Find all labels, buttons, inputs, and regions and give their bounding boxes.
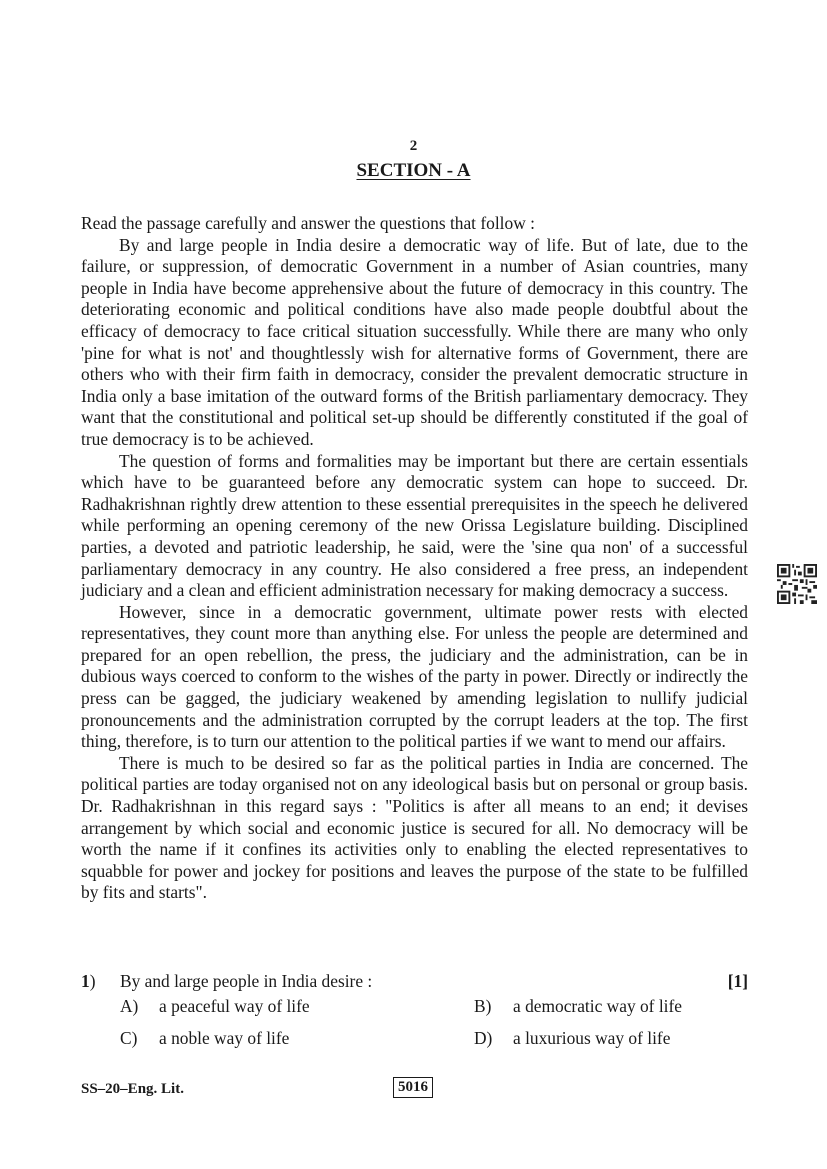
option-d <box>474 1028 670 1049</box>
passage-paragraph-4: There is much to be desired so far as the political parties in India are concerned. The political parties are today organised not on any ideological basis but on personal or group basis. Dr. Radhakrishnan in this regard says : "Politics is after all means to an end; it devises arrangement by which social and economic justice is secured for all. No democracy will be worth the name if it confines its activities only to enabling the elected representatives to squabble for power and jockey for positions and leaves the purpose of the state to be fulfilled by fits and starts". <box>81 752 748 903</box>
question-text: By and large people in India desire : <box>120 971 373 991</box>
passage-paragraph-2: The question of forms and formalities may be important but there are certain essentials which have to be guaranteed before any democratic system can hope to succeed. Dr. Radhakrishnan rightly drew attention to these essential prerequisites in the speech he delivered while performing an opening ceremony of the new Orissa Legislature building. Disciplined parties, a devoted and patriotic leadership, he said, were the 'sine qua non' of a successful parliamentary democracy in any country. He also considered a free press, an independent judiciary and a clean and efficient administration necessary for making democracy a success. <box>81 450 748 601</box>
option-text: a luxurious way of life <box>513 1028 671 1048</box>
option-b <box>474 996 682 1017</box>
option-letter: B) <box>474 996 492 1016</box>
booklet-code-box: 5016 <box>393 1077 433 1098</box>
option-text: a democratic way of life <box>513 996 682 1016</box>
qr-code-icon <box>777 564 817 604</box>
section-title <box>0 160 827 182</box>
option-letter: A) <box>120 996 139 1016</box>
question-marks: [1] <box>727 971 748 991</box>
section-title-text: SECTION - A <box>356 160 471 181</box>
passage <box>81 213 748 904</box>
option-a <box>120 996 310 1017</box>
question-number: 1) <box>81 971 96 991</box>
option-text: a noble way of life <box>159 1028 290 1048</box>
option-text: a peaceful way of life <box>159 996 310 1016</box>
page-number: 2 <box>409 138 418 154</box>
option-letter: D) <box>474 1028 493 1048</box>
passage-paragraph-3: However, since in a democratic government, ultimate power rests with elected representatives, they count more than anything else. For unless the people are determined and prepared for an open rebellion, the press, the judiciary and the administration, can be in dubious ways coerced to conform to the wishes of the party in power. Directly or indirectly the press can be gagged, the judiciary weakened by amending legislation to nullify judicial pronouncements and the administration corrupted by the corrupt leaders at the top. The first thing, therefore, is to turn our attention to the political parties if we want to mend our affairs. <box>81 601 748 752</box>
paper-code: SS–20–Eng. Lit. <box>81 1081 184 1097</box>
passage-paragraph-1: By and large people in India desire a democratic way of life. But of late, due to the failure, or suppression, of democratic Government in a number of Asian countries, many people in India have become apprehensive about the future of democracy in this country. The deteriorating economic and political conditions have also made people doubtful about the efficacy of democracy to face critical situation successfully. While there are many who only 'pine for what is not' and thoughtlessly wish for alternative forms of Government, there are others who with their firm faith in democracy, consider the prevalent democratic structure in India only a base imitation of the outward forms of the British parliamentary democracy. They want that the constitutional and political set-up should be differently constituted if the goal of true democracy is to be achieved. <box>81 234 748 449</box>
option-c <box>120 1028 289 1049</box>
passage-instructions: Read the passage carefully and answer the questions that follow : <box>81 213 535 233</box>
option-letter: C) <box>120 1028 138 1048</box>
